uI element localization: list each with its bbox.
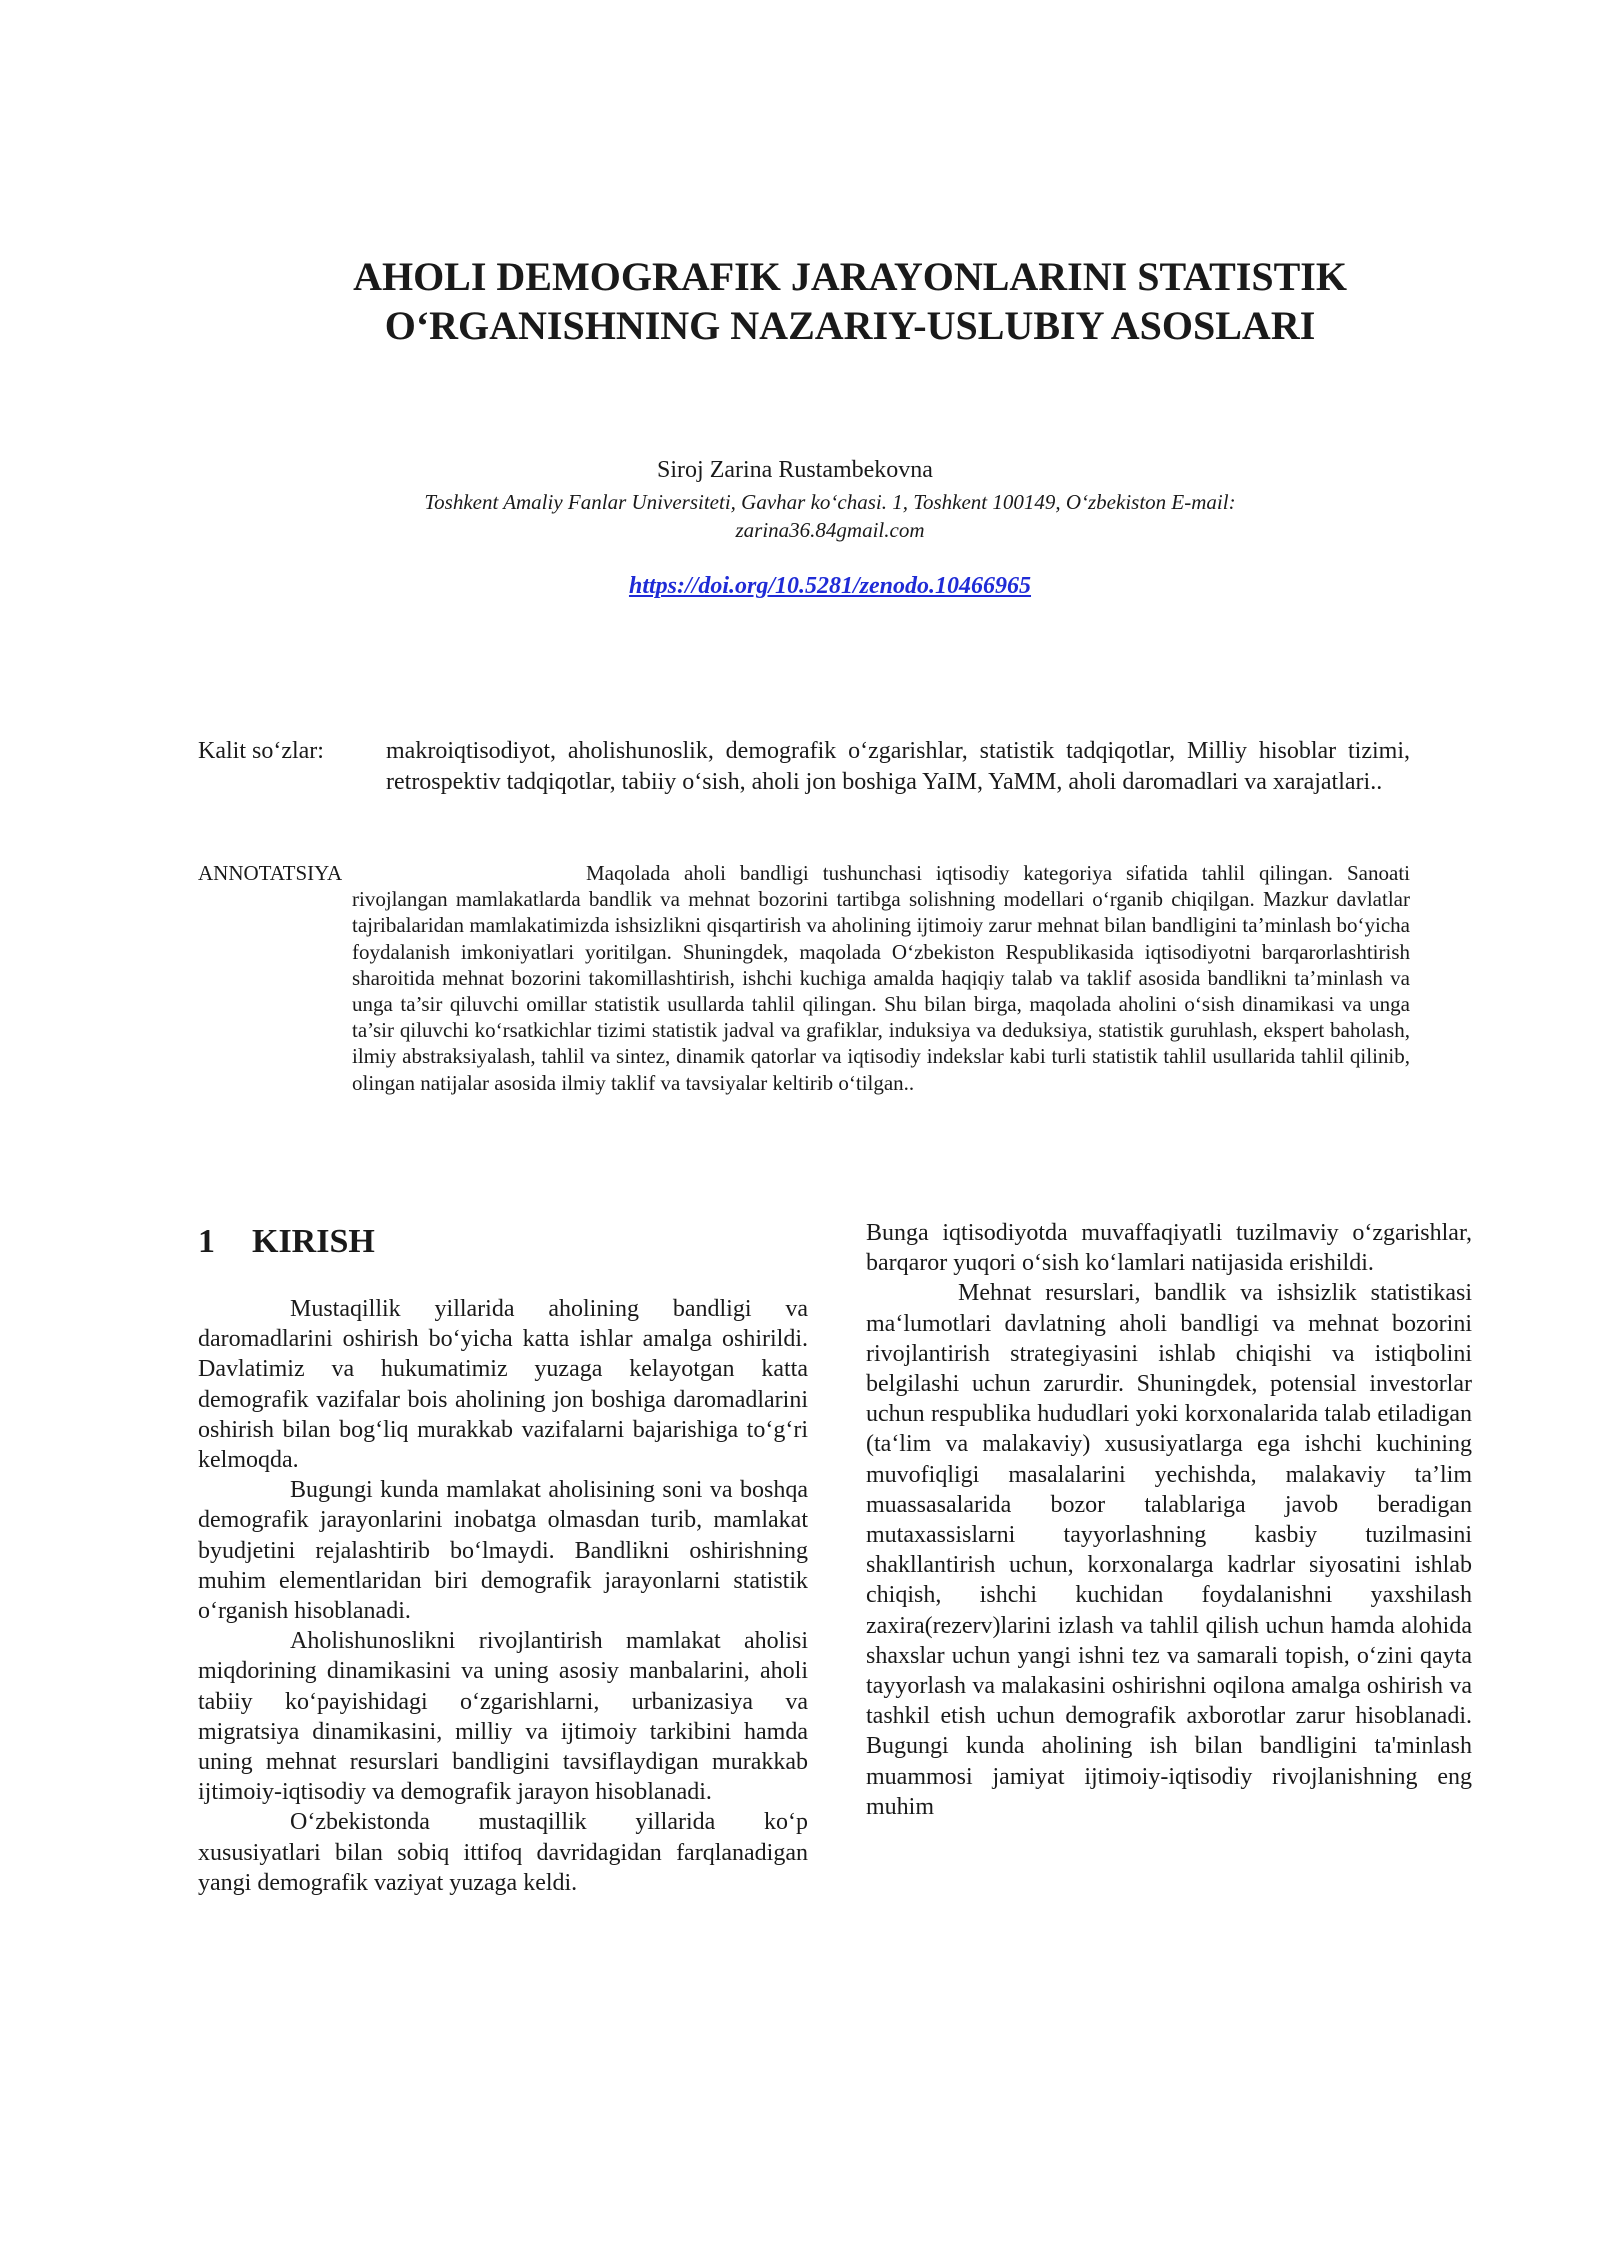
paper-title <box>300 252 1400 350</box>
body-paragraph: O‘zbekistonda mustaqillik yillarida ko‘p xususiyatlari bilan sobiq ittifoq davridagidan farqlanadigan yangi demografik vaziyat yuzaga keldi. <box>198 1809 808 1896</box>
body-paragraph: Bunga iqtisodiyotda muvaffaqiyatli tuzilmaviy o‘zgarishlar, barqaror yuqori o‘sish ko‘lamlari natijasida erishildi. <box>866 1220 1472 1277</box>
title-line-1: AHOLI DEMOGRAFIK JARAYONLARINI STATISTIK <box>353 254 1347 299</box>
section-heading <box>198 1222 808 1262</box>
body-column-right <box>866 1218 1472 1822</box>
section-title: KIRISH <box>252 1223 375 1260</box>
body-paragraph: Mehnat resurslari, bandlik va ishsizlik statistikasi ma‘lumotlari davlatning aholi bandligi va mehnat bozorini rivojlantirish strategiyasini ishlab chiqishi va istiqbolini belgilashi uchun zarurdir. Shuningdek, potensial investorlar uchun respublika hududlari yoki korxonalarida talab etiladigan (ta‘lim va malakaviy) xususiyatlarga ega ishchi kuchining muvofiqligi masalalarini yechishda, malakaviy ta’lim muassasalarida bozor talablariga javob beradigan mutaxassislarni tayyorlashning kasbiy tuzilmasini shakllantirish uchun, korxonalarga kadrlar siyosatini ishlab chiqish, ishchi kuchidan foydalanishni yaxshilash zaxira(rezerv)larini izlash va tahlil qilish uchun hamda alohida shaxslar uchun yangi ishni tez va samarali topish, o‘zini qayta tayyorlash va malakasini oshirishni oqilona amalga oshirish va tashkil etish uchun demografik axborotlar zarur hisoblanadi. Bugungi kunda aholining ish bilan bandligini ta'minlash muammosi jamiyat ijtimoiy-iqtisodiy rivojlanishning eng muhim <box>866 1280 1472 1820</box>
abstract-label: ANNOTATSIYA <box>198 861 343 885</box>
author-name: Siroj Zarina Rustambekovna <box>657 457 933 483</box>
body-paragraph: Aholishunoslikni rivojlantirish mamlakat aholisi miqdorining dinamikasini va uning asosiy manbalarini, aholi tabiiy ko‘payishidagi o‘zgarishlarni, urbanizasiya va migratsiya dinamikasini, milliy va ijtimoiy tarkibini hamda uning mehnat resurslari bandligini tavsiflaydigan murakkab ijtimoiy-iqtisodiy va demografik jarayon hisoblanadi. <box>198 1628 808 1806</box>
body-paragraph: Bugungi kunda mamlakat aholisining soni va boshqa demografik jarayonlarini inobatga olmasdan turib, mamlakat byudjetini rejalashtirib bo‘lmaydi. Bandlikni oshirishning muhim elementlaridan biri demografik jarayonlarni statistik o‘rganish hisoblanadi. <box>198 1477 808 1625</box>
title-line-2: O‘RGANISHNING NAZARIY-USLUBIY ASOSLARI <box>384 303 1316 348</box>
keywords-label: Kalit so‘zlar: <box>198 738 324 764</box>
section-number: 1 <box>198 1223 215 1260</box>
body-column-left <box>198 1222 808 1898</box>
body-paragraph: Mustaqillik yillarida aholining bandligi va daromadlarini oshirish bo‘yicha katta ishlar amalga oshirildi. Davlatimiz va hukumatimiz yuzaga kelayotgan katta demografik vazifalar bois aholining jon boshiga daromadlarini oshirish bilan bog‘liq murakkab vazifalarni bajarishiga to‘g‘ri kelmoqda. <box>198 1296 808 1474</box>
doi-link[interactable]: https://doi.org/10.5281/zenodo.10466965 <box>628 573 1032 599</box>
author-affiliation: Toshkent Amaliy Fanlar Universiteti, Gavhar ko‘chasi. 1, Toshkent 100149, O‘zbekiston E-mail: zarina36.84gmail.com <box>424 490 1236 542</box>
doi-line <box>330 573 1330 600</box>
keywords-text: makroiqtisodiyot, aholishunoslik, demografik o‘zgarishlar, statistik tadqiqotlar, Milliy hisoblar tizimi, retrospektiv tadqiqotlar, tabiiy o‘sish, aholi jon boshiga YaIM, YaMM, aholi daromadlari va xarajatlari.. <box>386 738 1410 795</box>
abstract-text: Maqolada aholi bandligi tushunchasi iqtisodiy kategoriya sifatida tahlil qilingan. Sanoati rivojlangan mamlakatlarda bandlik va mehnat bozorini tartibga solishning modellari o‘rganib chiqilgan. Mazkur davlatlar tajribalaridan mamlakatimizda ishsizlikni qisqartirish va aholining ijtimoiy zarur mehnat bilan bandligini ta’minlash bo‘yicha foydalanish imkoniyatlari yoritilgan. Shuningdek, maqolada O‘zbekiston Respublikasida iqtisodiyotni barqarorlashtirish sharoitida mehnat bozorini takomillashtirish, ishchi kuchiga amalda haqiqiy talab va taklif asosida bandlikni ta’minlash va unga ta’sir qiluvchi omillar statistik usullarda tahlil qilingan. Shu bilan birga, maqolada aholini o‘sish dinamikasi va unga ta’sir qiluvchi ko‘rsatkichlar tizimi statistik jadval va grafiklar, induksiya va deduksiya, statistik guruhlash, ekspert baholash, ilmiy abstraksiyalash, tahlil va sintez, dinamik qatorlar va iqtisodiy indekslar kabi turli statistik tahlil usullarida tahlil qilinib, olingan natijalar asosida ilmiy taklif va tavsiyalar keltirib o‘tilgan.. <box>352 861 1410 1095</box>
